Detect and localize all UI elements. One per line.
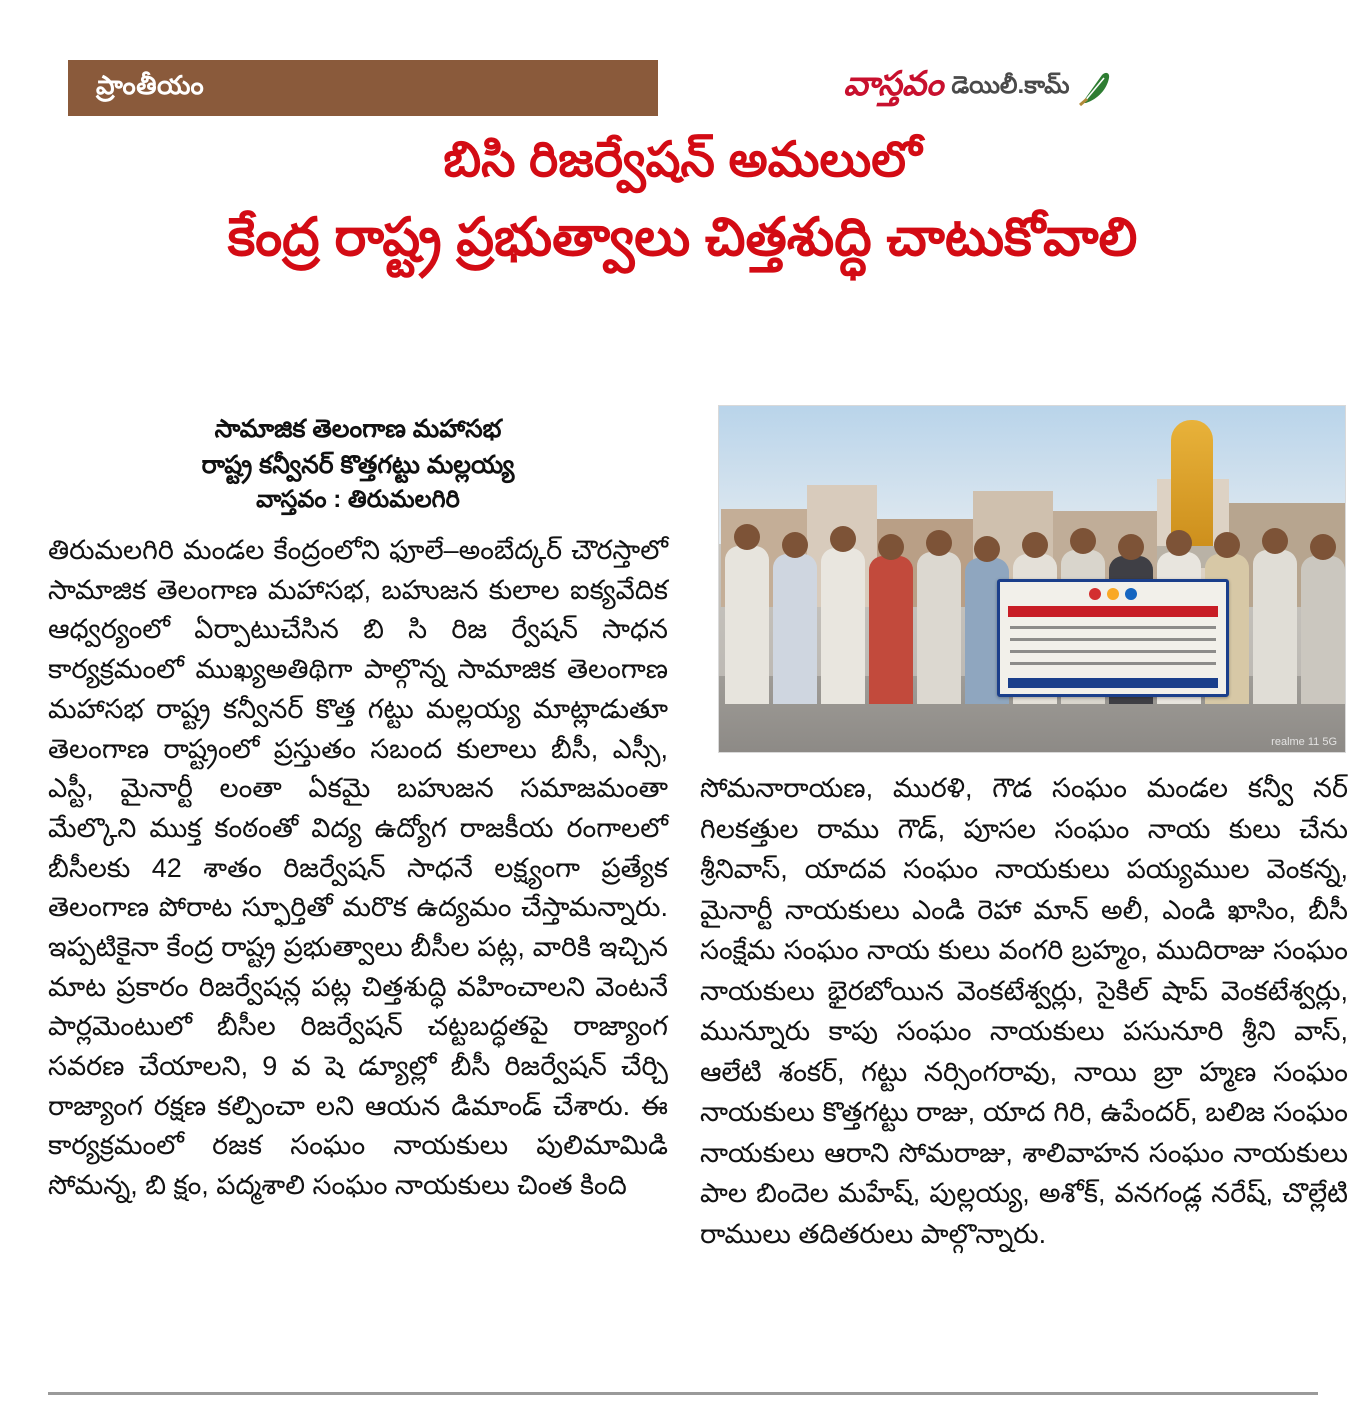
photo-person [773, 554, 817, 704]
photo-person [869, 556, 913, 704]
byline-line-1: సామాజిక తెలంగాణ మహాసభ [214, 415, 502, 443]
article-body-right: సోమనారాయణ, మురళి, గౌడ సంఘం మండల కన్వీ నర్ గిలకత్తుల రాము గౌడ్, పూసల సంఘం నాయ కులు చేను శ్రీనివాస్, యాదవ సంఘం నాయకులు పయ్యముల వెంకన్న, మైనార్టీ నాయకులు ఎండి రెహా మాన్ అలీ, ఎండి ఖాసిం, బీసీ సంక్షేమ సంఘం నాయ కులు వంగరి బ్రహ్మం, ముదిరాజు సంఘం నాయకులు భైరబోయిన వెంకటేశ్వర్లు, సైకిల్ షాప్ వెంకటేశ్వర్లు, మున్నూరు కాపు సంఘం నాయకులు పసునూరి శ్రీని వాస్, ఆలేటి శంకర్, గట్టు నర్సింగరావు, నాయి బ్రా హ్మణ సంఘం నాయకులు కొత్తగట్టు రాజు, యాద గిరి, ఉపేందర్, బలిజ సంఘం నాయకులు ఆరాని సోమరాజు, శాలివాహన సంఘం నాయకులు పాల బిందెల మహేష్, పుల్లయ్య, అశోక్, వనగండ్ల నరేష్, చొల్లేటి రాములు తదితరులు పాల్గొన్నారు. [700, 773, 1348, 1249]
masthead [68, 60, 1297, 116]
photo-person [1253, 550, 1297, 704]
page-bottom-rule [48, 1392, 1318, 1395]
article-left-column [48, 412, 668, 1206]
brand-domain: డెయిలీ.కామ్ [951, 71, 1070, 99]
article-body-left: తిరుమలగిరి మండల కేంద్రంలోని ఫూలే–అంబేద్కర్ చౌరస్తాలో సామాజిక తెలంగాణ మహాసభ, బహుజన కులాల ఐక్యవేదిక ఆధ్వర్యంలో ఏర్పాటుచేసిన బి సి రిజ ర్వేషన్ సాధన కార్యక్రమంలో ముఖ్యఅతిథిగా పాల్గొన్న సామాజిక తెలంగాణ మహాసభ రాష్ట్ర కన్వీనర్ కొత్త గట్టు మల్లయ్య మాట్లాడుతూ తెలంగాణ రాష్ట్రంలో ప్రస్తుతం సబంద కులాలు బీసీ, ఎస్సీ, ఎస్టీ, మైనార్టీ లంతా ఏకమై బహుజన సమాజమంతా మేల్కొని ముక్త కంఠంతో విద్య ఉద్యోగ రాజకీయ రంగాలలో బీసీలకు 42 శాతం రిజర్వేషన్ సాధనే లక్ష్యంగా ప్రత్యేక తెలంగాణ పోరాట స్ఫూర్తితో మరొక ఉద్యమం చేస్తామన్నారు. ఇప్పటికైనా కేంద్ర రాష్ట్ర ప్రభుత్వాలు బీసీల పట్ల, వారికి ఇచ్చిన మాట ప్రకారం రిజర్వేషన్ల పట్ల చిత్తశుద్ధి వహించాలని వెంటనే పార్లమెంటులో బీసీల రిజర్వేషన్ చట్టబద్ధతపై రాజ్యాంగ సవరణ చేయాలని, 9 వ షె డ్యూల్లో బీసీ రిజర్వేషన్ చేర్చి రాజ్యాంగ రక్షణ కల్పించా లని ఆయన డిమాండ్ చేశారు. ఈ కార్యక్రమంలో రజక సంఘం నాయకులు పులిమామిడి సోమన్న, బి క్షం, పద్మశాలి సంఘం నాయకులు చింత కింది [48, 535, 668, 1201]
dateline: వాస్తవం : తిరుమలగిరి [256, 486, 460, 513]
brand-name: వాస్తవం [843, 64, 944, 103]
photo-person [1301, 556, 1345, 704]
feather-pen-icon [1078, 69, 1112, 107]
photo-watermark: realme 11 5G [1271, 736, 1337, 748]
article-headline [60, 128, 1305, 273]
photo-illustration [719, 406, 1345, 752]
article-photo [718, 405, 1346, 753]
section-label: ప్రాంతీయం [96, 69, 205, 100]
banner-emblem-icons [1089, 588, 1137, 600]
section-banner [68, 60, 658, 116]
banner-footer-bar [1008, 678, 1218, 688]
banner-title-bar [1008, 606, 1218, 617]
photo-protest-banner [997, 579, 1229, 697]
byline [48, 412, 668, 517]
headline-line-1: బిసి రిజర్వేషన్ అమలులో [443, 133, 922, 187]
article-right-column [700, 768, 1348, 1254]
photo-person [917, 552, 961, 704]
photo-person [725, 546, 769, 704]
headline-line-2: కేంద్ర రాష్ట్ర ప్రభుత్వాలు చిత్తశుద్ధి చాటుకోవాలి [227, 207, 1138, 267]
photo-person [821, 548, 865, 704]
publication-brand [658, 60, 1297, 116]
byline-line-2: రాష్ట్ర కన్వీనర్ కొత్తగట్టు మల్లయ్య [201, 450, 515, 479]
